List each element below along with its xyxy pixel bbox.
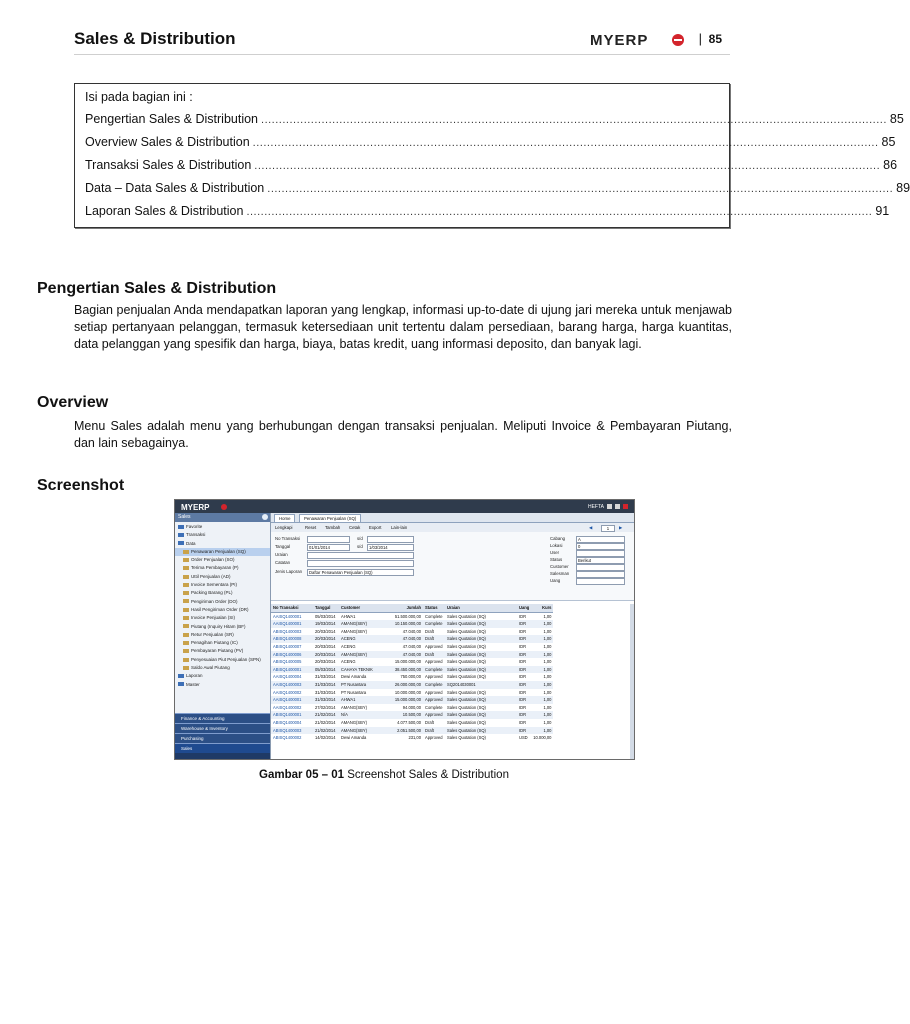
table-cell: ACENG bbox=[339, 643, 383, 651]
table-cell: Complete bbox=[423, 704, 445, 712]
table-cell: Sales Quotation (SQ) bbox=[445, 643, 517, 651]
table-cell: 1,00 bbox=[531, 643, 553, 651]
table-row[interactable] bbox=[271, 696, 553, 704]
table-cell: 31/03/2014 bbox=[313, 673, 339, 681]
table-row[interactable] bbox=[271, 612, 553, 620]
col-header[interactable]: Uraian bbox=[445, 604, 517, 612]
table-cell: IDR bbox=[517, 612, 531, 620]
document-icon bbox=[183, 591, 189, 595]
table-cell: Approved bbox=[423, 658, 445, 666]
table-cell: Approved bbox=[423, 711, 445, 719]
app-main bbox=[271, 513, 634, 759]
table-cell: Draft bbox=[423, 651, 445, 659]
tree-item[interactable]: Hasil Pengiriman Order (DR) bbox=[175, 606, 270, 614]
table-cell: AAISQ1400002 bbox=[271, 704, 313, 712]
table-cell: 1,00 bbox=[531, 719, 553, 727]
table-cell: CAHAYA TEKNIK bbox=[339, 666, 383, 674]
table-cell: ABISQ1400001 bbox=[271, 666, 313, 674]
table-cell: AHWA1 bbox=[339, 696, 383, 704]
pager-prev-icon[interactable]: ◀ bbox=[589, 525, 593, 530]
table-row[interactable] bbox=[271, 628, 553, 636]
folder-icon bbox=[178, 533, 184, 537]
myerp-logo bbox=[590, 32, 686, 48]
tanggal-from-input[interactable]: 01/01/2014 bbox=[307, 544, 350, 551]
section-title-screenshot: Screenshot bbox=[37, 477, 125, 494]
table-cell: 2.051.500,00 bbox=[383, 727, 423, 735]
tree-item[interactable]: Transaksi bbox=[175, 531, 270, 539]
sidebar-title: Sales bbox=[175, 513, 270, 522]
table-cell: 31/03/2014 bbox=[313, 681, 339, 689]
table-row[interactable] bbox=[271, 689, 553, 697]
table-cell: USD bbox=[517, 734, 531, 742]
filter-form: No Transaksi s/d Tanggal 01/01/2014 s/d 1/03/2014 Uraian Catatan Jenis Laporan Daftar Penawaran Penjualan (SQ) Cabang A Lokasi 0 User Status Berikut Customer Salesman Uang bbox=[271, 532, 634, 601]
header-separator: | bbox=[698, 31, 702, 46]
col-header[interactable]: Uang bbox=[517, 604, 531, 612]
close-icon[interactable] bbox=[623, 504, 628, 509]
section-title-pengertian: Pengertian Sales & Distribution bbox=[37, 280, 277, 297]
document-icon bbox=[183, 575, 189, 579]
table-cell: AAISQ1400004 bbox=[271, 673, 313, 681]
col-header[interactable]: Customer bbox=[339, 604, 383, 612]
module-item[interactable]: Finance & Accounting bbox=[175, 713, 270, 723]
pager-input[interactable]: 1 bbox=[601, 525, 615, 532]
table-cell: 05/03/2014 bbox=[313, 666, 339, 674]
tree-item[interactable]: Packing Barang (PL) bbox=[175, 589, 270, 597]
document-icon bbox=[183, 608, 189, 612]
table-cell: ACENG bbox=[339, 658, 383, 666]
table-cell: Dewi Amanda bbox=[339, 673, 383, 681]
table-cell: IDR bbox=[517, 666, 531, 674]
tab-sq[interactable]: Penawaran Penjualan (SQ) bbox=[299, 514, 361, 522]
table-cell: Sales Quotation (SQ) bbox=[445, 734, 517, 742]
table-cell: 10.500,00 bbox=[383, 711, 423, 719]
module-list bbox=[175, 713, 270, 759]
table-row[interactable] bbox=[271, 711, 553, 719]
table-cell: 4.077.500,00 bbox=[383, 719, 423, 727]
document-icon bbox=[183, 649, 189, 653]
table-cell: AMANG(SBY) bbox=[339, 620, 383, 628]
table-cell: IDR bbox=[517, 719, 531, 727]
tree-item[interactable]: Favorite bbox=[175, 523, 270, 531]
figure-caption bbox=[0, 769, 768, 781]
table-cell: 31/03/2014 bbox=[313, 696, 339, 704]
table-cell: AMANG(SBY) bbox=[339, 651, 383, 659]
table-cell: 750.000,00 bbox=[383, 673, 423, 681]
toolbar-tambah[interactable]: Tambah bbox=[325, 525, 341, 530]
collapse-icon[interactable] bbox=[262, 514, 268, 520]
document-icon bbox=[183, 550, 189, 554]
table-cell: Complete bbox=[423, 620, 445, 628]
table-cell: AMANG(SBY) bbox=[339, 719, 383, 727]
page-number: 85 bbox=[708, 32, 722, 46]
table-row[interactable] bbox=[271, 635, 553, 643]
table-cell: 47.040,00 bbox=[383, 643, 423, 651]
table-cell: IDR bbox=[517, 673, 531, 681]
table-cell: Sales Quotation (SQ) bbox=[445, 628, 517, 636]
table-cell: ABISQ1400008 bbox=[271, 635, 313, 643]
table-cell: Sales Quotation (SQ) bbox=[445, 612, 517, 620]
app-user: HEFTA bbox=[587, 504, 604, 510]
table-cell: Draft bbox=[423, 628, 445, 636]
tree-item[interactable]: Invoice Penjualan (SI) bbox=[175, 614, 270, 622]
table-cell: 15.000.000,00 bbox=[383, 696, 423, 704]
uang-input[interactable] bbox=[576, 578, 625, 585]
toc-item-page: 85 bbox=[881, 135, 896, 149]
table-cell: 20/03/2014 bbox=[313, 658, 339, 666]
table-cell: AAISQ1400001 bbox=[271, 696, 313, 704]
table-row[interactable] bbox=[271, 651, 553, 659]
table-cell: 1,00 bbox=[531, 704, 553, 712]
toc-item[interactable]: Laporan Sales & Distribution ................................................................................................................................................................................ 91 bbox=[85, 204, 890, 218]
table-cell: 21/02/2014 bbox=[313, 711, 339, 719]
table-cell: Approved bbox=[423, 696, 445, 704]
table-cell: IDR bbox=[517, 689, 531, 697]
table-cell: AAISQ1400003 bbox=[271, 681, 313, 689]
table-cell: 21/02/2014 bbox=[313, 727, 339, 735]
table-cell: 20/03/2014 bbox=[313, 635, 339, 643]
tree-item[interactable]: Penawaran Penjualan (SQ) bbox=[175, 548, 270, 556]
col-header[interactable]: Tanggal bbox=[313, 604, 339, 612]
table-cell: 10.000.000,00 bbox=[383, 689, 423, 697]
table-cell: 47.040,00 bbox=[383, 628, 423, 636]
page-header bbox=[74, 26, 730, 55]
table-cell: ABISQ1400002 bbox=[271, 734, 313, 742]
tab-home[interactable]: Home bbox=[274, 514, 295, 522]
table-cell: 1,00 bbox=[531, 696, 553, 704]
table-cell: IDR bbox=[517, 651, 531, 659]
table-cell: Complete bbox=[423, 681, 445, 689]
col-header[interactable]: Status bbox=[423, 604, 445, 612]
table-cell: AMANG(SBY) bbox=[339, 704, 383, 712]
document-icon bbox=[183, 566, 189, 570]
table-cell: 1,00 bbox=[531, 681, 553, 689]
tab-bar bbox=[271, 513, 634, 523]
table-cell: 47.040,00 bbox=[383, 651, 423, 659]
toc-item[interactable]: Data – Data Sales & Distribution ................................................................................................................................................................................ 89 bbox=[85, 181, 910, 195]
document-icon bbox=[183, 641, 189, 645]
table-cell: Sales Quotation (SQ) bbox=[445, 711, 517, 719]
table-cell: 26.000.000,00 bbox=[383, 681, 423, 689]
document-icon bbox=[183, 558, 189, 562]
table-cell: 27/02/2014 bbox=[313, 704, 339, 712]
table-row[interactable] bbox=[271, 666, 553, 674]
table-row[interactable] bbox=[271, 658, 553, 666]
table-cell: 31/03/2014 bbox=[313, 689, 339, 697]
module-item[interactable]: Warehouse & Inventory bbox=[175, 723, 270, 733]
table-row[interactable] bbox=[271, 673, 553, 681]
tree-item[interactable]: Master bbox=[175, 681, 270, 689]
toc-box bbox=[74, 83, 910, 228]
settings-icon[interactable] bbox=[615, 504, 620, 509]
table-cell: ABISQ1400003 bbox=[271, 628, 313, 636]
toc-item-page: 86 bbox=[883, 158, 898, 172]
table-cell: 1,00 bbox=[531, 651, 553, 659]
table-cell: 1,00 bbox=[531, 666, 553, 674]
tree-item[interactable]: Saldo Awal Piutang bbox=[175, 664, 270, 672]
document-icon bbox=[183, 583, 189, 587]
table-row[interactable] bbox=[271, 681, 553, 689]
module-item[interactable]: Purchasing bbox=[175, 733, 270, 743]
table-cell: Sales Quotation (SQ) bbox=[445, 651, 517, 659]
table-cell: 15.000.000,00 bbox=[383, 658, 423, 666]
table-cell: Sales Quotation (SQ) bbox=[445, 689, 517, 697]
toolbar-cetak[interactable]: Cetak bbox=[349, 525, 361, 530]
toc-item[interactable]: Transaksi Sales & Distribution ................................................................................................................................................................................ 86 bbox=[85, 158, 898, 172]
document-icon bbox=[183, 624, 189, 628]
table-row[interactable] bbox=[271, 727, 553, 735]
table-cell: Sales Quotation (SQ) bbox=[445, 673, 517, 681]
table-cell: AAISQ1400001 bbox=[271, 620, 313, 628]
tree-item[interactable]: Retur Penjualan (SR) bbox=[175, 631, 270, 639]
table-cell: 1,00 bbox=[531, 673, 553, 681]
table-cell: 20/03/2014 bbox=[313, 628, 339, 636]
table-cell: ABISQ1400005 bbox=[271, 658, 313, 666]
table-cell: Approved bbox=[423, 734, 445, 742]
table-cell: IDR bbox=[517, 696, 531, 704]
caption-label: Gambar 05 – 01 bbox=[259, 769, 345, 781]
table-cell: 47.040,00 bbox=[383, 635, 423, 643]
table-cell: Sales Quotation (SQ) bbox=[445, 704, 517, 712]
table-cell: Sales Quotation (SQ) bbox=[445, 666, 517, 674]
folder-icon bbox=[178, 674, 184, 678]
table-cell: IDR bbox=[517, 681, 531, 689]
toc-item-label: Overview Sales & Distribution bbox=[85, 135, 250, 149]
table-cell: 20/03/2014 bbox=[313, 651, 339, 659]
table-cell: IDR bbox=[517, 643, 531, 651]
section-text-overview: Menu Sales adalah menu yang berhubungan dengan transaksi penjualan. Meliputi Invoice & Pembayaran Piutang, dan lain sebagainya. bbox=[74, 419, 732, 450]
user-icon[interactable] bbox=[607, 504, 612, 509]
jenis-laporan-select[interactable]: Daftar Penawaran Penjualan (SQ) bbox=[307, 569, 414, 576]
table-cell: SQ2014030001 bbox=[445, 681, 517, 689]
table-cell: Draft bbox=[423, 635, 445, 643]
user-input[interactable] bbox=[576, 550, 625, 557]
table-cell: 20/03/2014 bbox=[313, 643, 339, 651]
table-cell: AAISQ1400001 bbox=[271, 612, 313, 620]
tree-item[interactable]: Order Penjualan (SO) bbox=[175, 556, 270, 564]
table-cell: N/A bbox=[339, 711, 383, 719]
tree-item[interactable]: Penagihan Piutang (IC) bbox=[175, 639, 270, 647]
tree-item[interactable]: Pengiriman Order (DO) bbox=[175, 598, 270, 606]
svg-text:MYERP: MYERP bbox=[590, 32, 649, 49]
table-cell: IDR bbox=[517, 628, 531, 636]
table-cell: 1,00 bbox=[531, 658, 553, 666]
col-header[interactable]: No Transaksi bbox=[271, 604, 313, 612]
svg-text:MYERP: MYERP bbox=[181, 503, 210, 512]
transactions-table bbox=[271, 604, 553, 742]
table-cell: AAISQ1400002 bbox=[271, 689, 313, 697]
tree-item[interactable]: Laporan bbox=[175, 672, 270, 680]
table-cell: AMANG(SBY) bbox=[339, 727, 383, 735]
caption-text: Screenshot Sales & Distribution bbox=[344, 769, 509, 781]
section-title-overview: Overview bbox=[37, 394, 109, 411]
table-cell: PT Nusantara bbox=[339, 681, 383, 689]
tree-item[interactable]: Terima Pembayaran (P) bbox=[175, 564, 270, 572]
table-scrollbar[interactable] bbox=[630, 604, 634, 759]
toc-item-page: 85 bbox=[889, 112, 904, 126]
table-cell: 10.000,00 bbox=[533, 735, 552, 741]
table-cell: 10.150.000,00 bbox=[383, 620, 423, 628]
table-row[interactable] bbox=[271, 620, 553, 628]
tanggal-to-input[interactable]: 1/03/2014 bbox=[367, 544, 414, 551]
table-cell: ABISQ1400006 bbox=[271, 651, 313, 659]
sidebar-tools[interactable] bbox=[175, 753, 270, 759]
table-cell: 1,00 bbox=[531, 628, 553, 636]
module-item[interactable]: Sales bbox=[175, 743, 270, 753]
table-cell: IDR bbox=[517, 711, 531, 719]
table-cell: ABISQ1400001 bbox=[271, 711, 313, 719]
table-cell: Sales Quotation (SQ) bbox=[445, 696, 517, 704]
table-cell: Draft bbox=[423, 727, 445, 735]
folder-icon bbox=[178, 541, 184, 545]
tree-item[interactable]: Piutang (Inquiry Hitam (BF) bbox=[175, 623, 270, 631]
tree-item[interactable]: Pembayaran Piutang (PV) bbox=[175, 647, 270, 655]
toc-heading: Isi pada bagian ini : bbox=[85, 90, 193, 104]
table-row[interactable] bbox=[271, 643, 553, 651]
toc-item[interactable]: Overview Sales & Distribution ................................................................................................................................................................................ 85 bbox=[85, 135, 896, 149]
table-cell: Approved bbox=[423, 643, 445, 651]
tree-item[interactable]: Data bbox=[175, 540, 270, 548]
toolbar-export[interactable]: Export bbox=[369, 525, 382, 530]
table-cell: 1,00 bbox=[531, 612, 553, 620]
table-cell: 94.000,00 bbox=[383, 704, 423, 712]
no-transaksi-input[interactable] bbox=[307, 536, 350, 543]
table-cell: ACENG bbox=[339, 635, 383, 643]
table-cell: Draft bbox=[423, 719, 445, 727]
app-screenshot bbox=[174, 499, 635, 760]
table-cell: 51.500.000,00 bbox=[383, 612, 423, 620]
cabang-input[interactable]: A bbox=[576, 536, 625, 543]
table-cell: Approved bbox=[423, 689, 445, 697]
table-cell: 1,00 bbox=[531, 689, 553, 697]
table-cell: Approved bbox=[423, 673, 445, 681]
table-row[interactable] bbox=[271, 704, 553, 712]
toc-item-label: Data – Data Sales & Distribution bbox=[85, 181, 265, 195]
table-cell: 1,00 bbox=[531, 620, 553, 628]
toolbar-lain-lain[interactable]: Lain-lain bbox=[391, 525, 408, 530]
table-cell: Sales Quotation (SQ) bbox=[445, 635, 517, 643]
table-header-row bbox=[271, 604, 553, 612]
toc-item-label: Pengertian Sales & Distribution bbox=[85, 112, 259, 126]
table-row[interactable] bbox=[271, 719, 553, 727]
toc-item-page: 91 bbox=[875, 204, 890, 218]
pager-next-icon[interactable]: ▶ bbox=[619, 525, 623, 530]
table-cell: 05/03/2014 bbox=[313, 612, 339, 620]
document-icon bbox=[183, 616, 189, 620]
table-cell: 1,00 bbox=[531, 727, 553, 735]
table-cell: 231,00 bbox=[383, 734, 423, 742]
document-icon bbox=[183, 658, 189, 662]
table-cell: IDR bbox=[517, 635, 531, 643]
table-cell: Sales Quotation (SQ) bbox=[445, 658, 517, 666]
toolbar-reset[interactable]: Reset bbox=[305, 525, 317, 530]
customer-input[interactable] bbox=[576, 564, 625, 571]
tree-item[interactable]: Uttil Penjualan (AD) bbox=[175, 573, 270, 581]
document-icon bbox=[183, 633, 189, 637]
tree-item[interactable]: Invoice Sementara (PI) bbox=[175, 581, 270, 589]
table-cell: Sales Quotation (SQ) bbox=[445, 620, 517, 628]
lokasi-input[interactable]: 0 bbox=[576, 543, 625, 550]
document-icon bbox=[183, 666, 189, 670]
table-cell: Sales Quotation (SQ) bbox=[445, 719, 517, 727]
header-title: Sales & Distribution bbox=[74, 29, 236, 48]
table-cell: 19/03/2014 bbox=[313, 620, 339, 628]
table-cell: 14/02/2014 bbox=[313, 734, 339, 742]
table-cell: ABISQ1400004 bbox=[271, 719, 313, 727]
col-header[interactable]: Jumlah bbox=[383, 604, 423, 612]
sidebar-tree bbox=[175, 522, 270, 689]
folder-icon bbox=[178, 682, 184, 686]
section-text-pengertian: Bagian penjualan Anda mendapatkan laporan yang lengkap, informasi up-to-date di ujung jari mereka untuk menjawab setiap pertanyaan pelanggan, termasuk ketersediaan unit tertentu dalam persediaan, barang harga, harga kuantitas, data pelanggan yang spesifik dan harga, biaya, batas kredit, uang informasi deposito, dan banyak lagi. bbox=[74, 303, 732, 351]
toc-item-label: Transaksi Sales & Distribution bbox=[85, 158, 252, 172]
table-cell: 1,00 bbox=[531, 635, 553, 643]
table-cell: IDR bbox=[517, 727, 531, 735]
table-cell: PT Nusantara bbox=[339, 689, 383, 697]
document-icon bbox=[183, 599, 189, 603]
folder-icon bbox=[178, 525, 184, 529]
toc-item-page: 89 bbox=[896, 181, 910, 195]
table-cell: 21/02/2014 bbox=[313, 719, 339, 727]
col-header[interactable]: Kurs bbox=[531, 604, 553, 612]
table-cell: Complete bbox=[423, 612, 445, 620]
catatan-input[interactable] bbox=[307, 560, 414, 567]
toc-item-label: Laporan Sales & Distribution bbox=[85, 204, 244, 218]
table-cell: 1,00 bbox=[531, 711, 553, 719]
status-select[interactable]: Berikut bbox=[576, 557, 625, 564]
uraian-input[interactable] bbox=[307, 552, 414, 559]
salesman-input[interactable] bbox=[576, 571, 625, 578]
table-cell: ABISQ1400007 bbox=[271, 643, 313, 651]
table-row[interactable] bbox=[271, 734, 553, 742]
table-cell: Dewi Amanda bbox=[339, 734, 383, 742]
no-transaksi-to-input[interactable] bbox=[367, 536, 414, 543]
app-logo bbox=[181, 503, 229, 511]
table-cell: Sales Quotation (SQ) bbox=[445, 727, 517, 735]
table-cell: IDR bbox=[517, 620, 531, 628]
table-cell: ABISQ1400003 bbox=[271, 727, 313, 735]
tree-item[interactable]: Penyesuaian Piut Penjualan (SPN) bbox=[175, 656, 270, 664]
table-cell: IDR bbox=[517, 704, 531, 712]
table-cell: 38.450.000,00 bbox=[383, 666, 423, 674]
table-cell: AHWA1 bbox=[339, 612, 383, 620]
toc-item[interactable]: Pengertian Sales & Distribution ................................................................................................................................................................................ 85 bbox=[85, 112, 904, 126]
table-cell: AMANG(SBY) bbox=[339, 628, 383, 636]
table-cell: Complete bbox=[423, 666, 445, 674]
app-sidebar bbox=[175, 513, 271, 759]
toolbar-lengkapi[interactable]: Lengkapi bbox=[275, 525, 293, 530]
app-topbar bbox=[175, 500, 634, 513]
table-cell: IDR bbox=[517, 658, 531, 666]
